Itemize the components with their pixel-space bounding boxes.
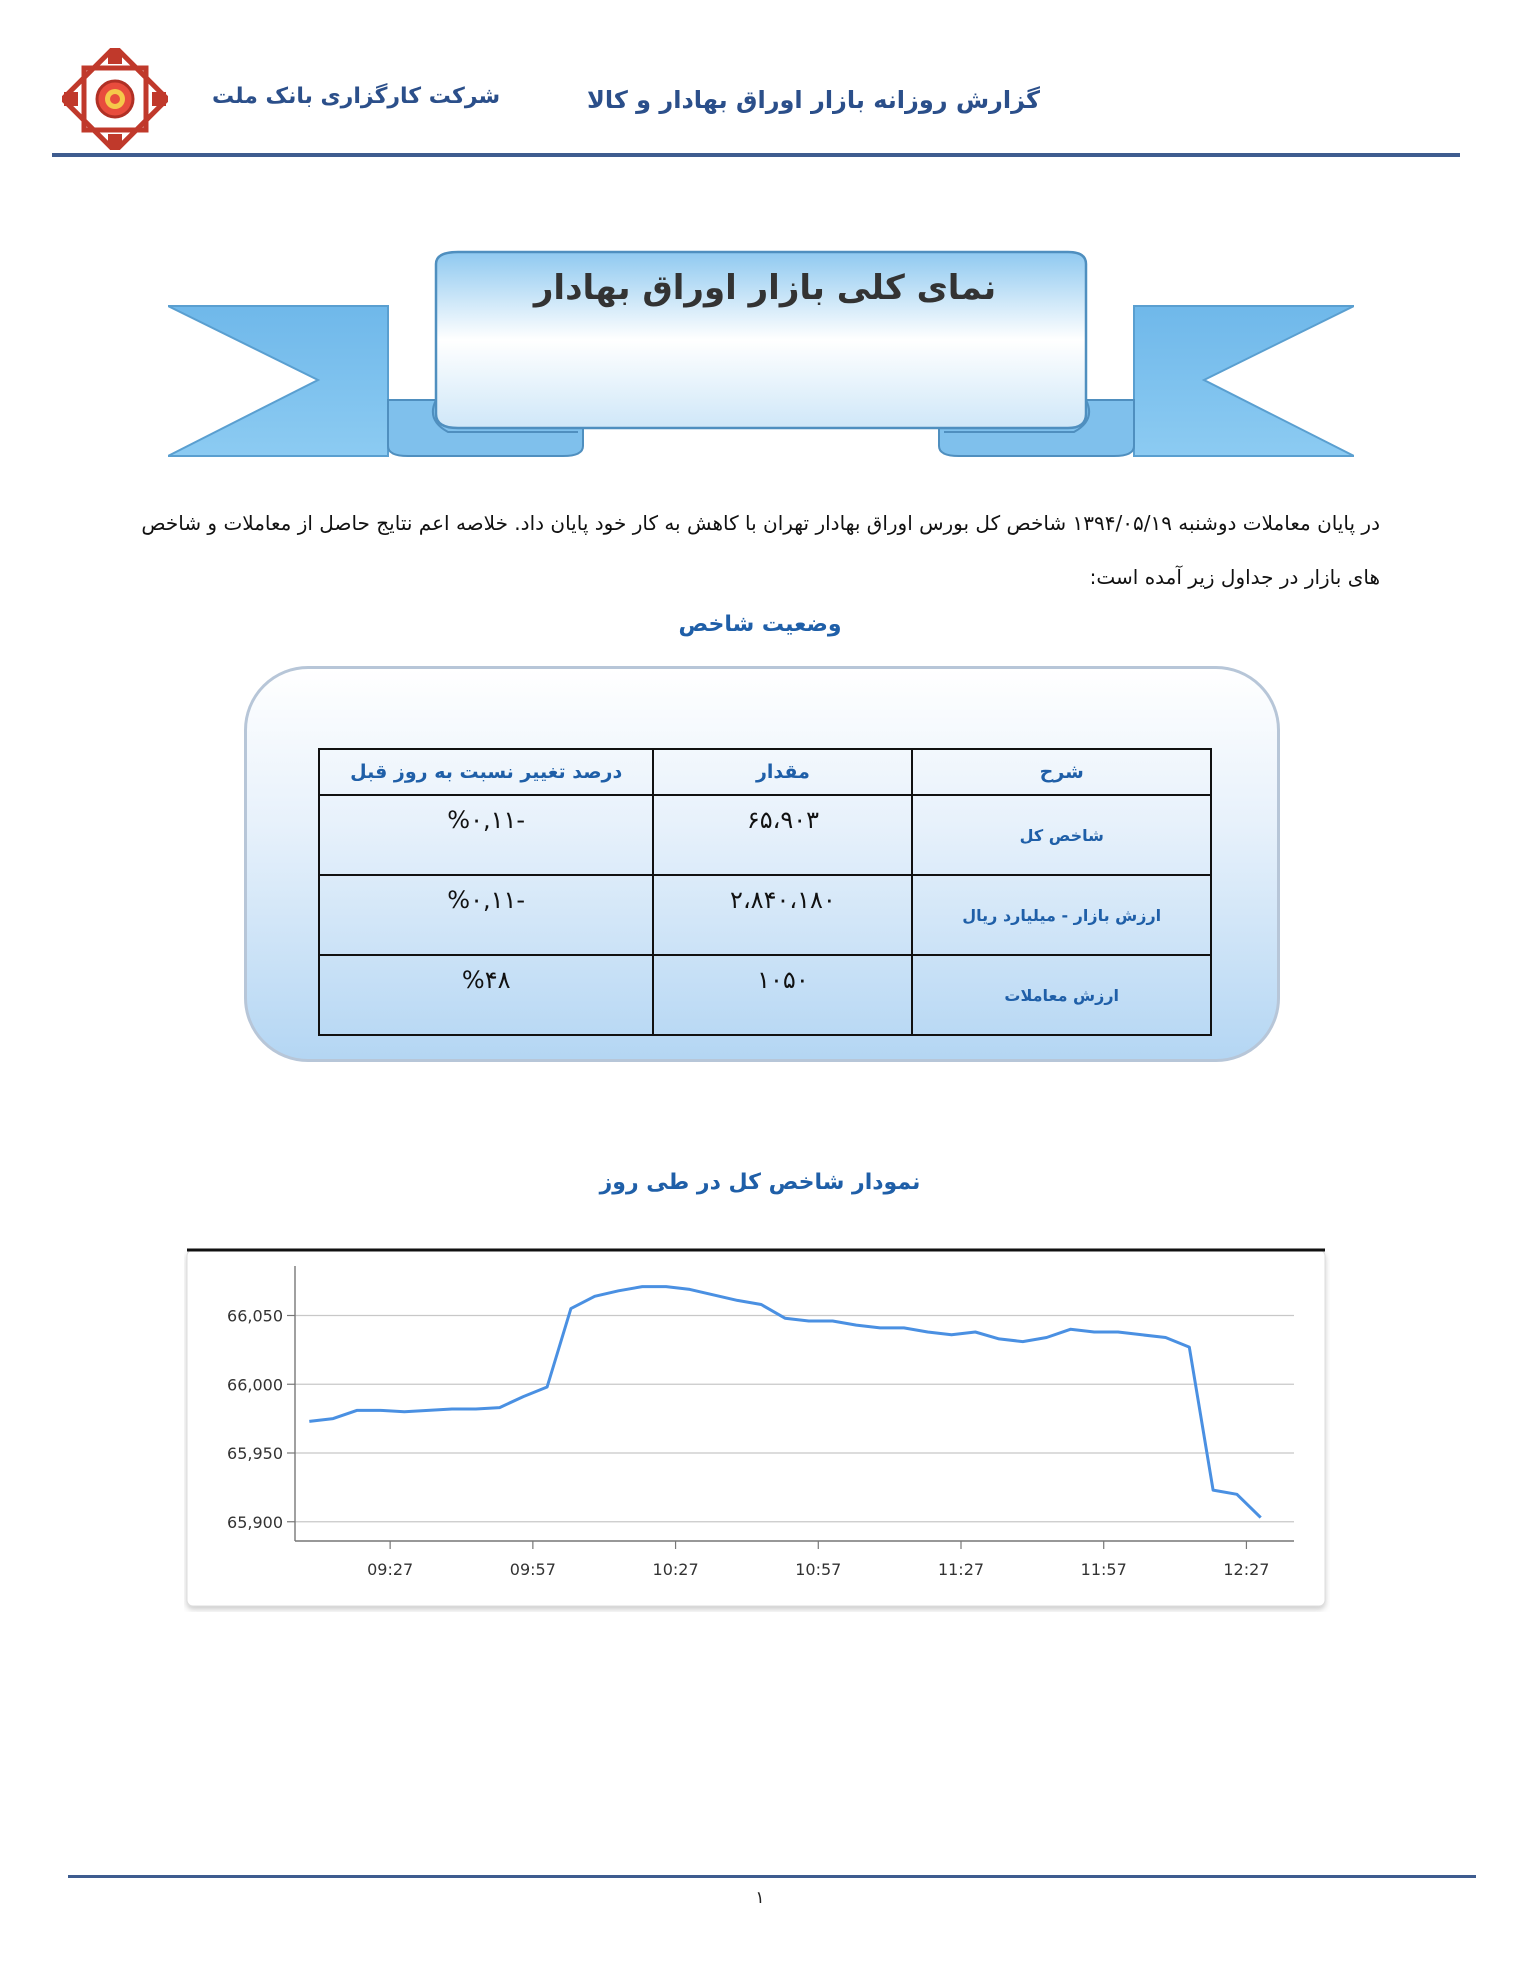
row-value-cell: [653, 875, 912, 955]
x-tick-label: 10:27: [652, 1560, 699, 1579]
banner-title: نمای کلی بازار اوراق بهادار: [533, 268, 997, 308]
x-tick-label: 09:57: [509, 1560, 556, 1579]
report-title: گزارش روزانه بازار اوراق بهادار و کالا: [586, 86, 1040, 114]
intraday-index-chart: [184, 1248, 1330, 1612]
row-value: ۶۵،۹۰۳: [746, 806, 820, 834]
table-row: [319, 795, 1211, 875]
row-change: %۴۸: [461, 966, 511, 994]
x-tick-label: 11:27: [937, 1560, 985, 1579]
company-name: شرکت کارگزاری بانک ملت: [212, 84, 501, 109]
y-tick-label: 66,050: [227, 1306, 283, 1326]
row-value-cell: [653, 795, 912, 875]
index-status-table: [318, 748, 1212, 1036]
row-change-cell: [319, 955, 653, 1035]
table-row: [319, 875, 1211, 955]
row-change: -%۰,۱۱: [447, 886, 526, 914]
row-desc-cell: [912, 955, 1211, 1035]
col-header-change: درصد تغییر نسبت به روز قبل: [319, 749, 653, 795]
row-value: ۲،۸۴۰،۱۸۰: [730, 886, 836, 914]
bank-mellat-logo-icon: [62, 48, 168, 150]
row-desc-cell: [912, 795, 1211, 875]
y-tick-label: 65,900: [227, 1512, 283, 1532]
page-number: ۱: [755, 1888, 765, 1908]
row-desc: ارزش معاملات: [1004, 986, 1120, 1005]
row-desc: شاخص کل: [1019, 826, 1104, 845]
col-header-value: مقدار: [653, 749, 912, 795]
x-tick-label: 12:27: [1223, 1560, 1270, 1579]
x-tick-label: 11:57: [1080, 1560, 1127, 1579]
y-tick-label: 66,000: [227, 1375, 283, 1395]
x-tick-label: 10:57: [795, 1560, 842, 1579]
row-value: ۱۰۵۰: [757, 966, 809, 994]
table-row: [319, 955, 1211, 1035]
row-desc-cell: [912, 875, 1211, 955]
row-change-cell: [319, 875, 653, 955]
intraday-chart-heading: نمودار شاخص کل در طی روز: [599, 1170, 921, 1195]
row-change: -%۰,۱۱: [447, 806, 526, 834]
col-header-desc: شرح: [912, 749, 1211, 795]
x-tick-label: 09:27: [367, 1560, 414, 1579]
y-tick-label: 65,950: [227, 1444, 283, 1463]
table-header-row: [319, 749, 1211, 795]
row-value-cell: [653, 955, 912, 1035]
row-change-cell: [319, 795, 653, 875]
footer-divider: [68, 1875, 1476, 1878]
row-desc: ارزش بازار - میلیارد ریال: [962, 906, 1162, 925]
index-status-heading: وضعیت شاخص: [678, 612, 842, 637]
intro-paragraph: در پایان معاملات دوشنبه ۱۳۹۴/۰۵/۱۹ شاخص کل بورس اوراق بهادار تهران با کاهش به کار خود پایان داد. خلاصه اعم نتایج حاصل از معاملات و شاخص های بازار در جداول زیر آمده است:: [141, 511, 1380, 589]
header-divider: [52, 153, 1460, 157]
